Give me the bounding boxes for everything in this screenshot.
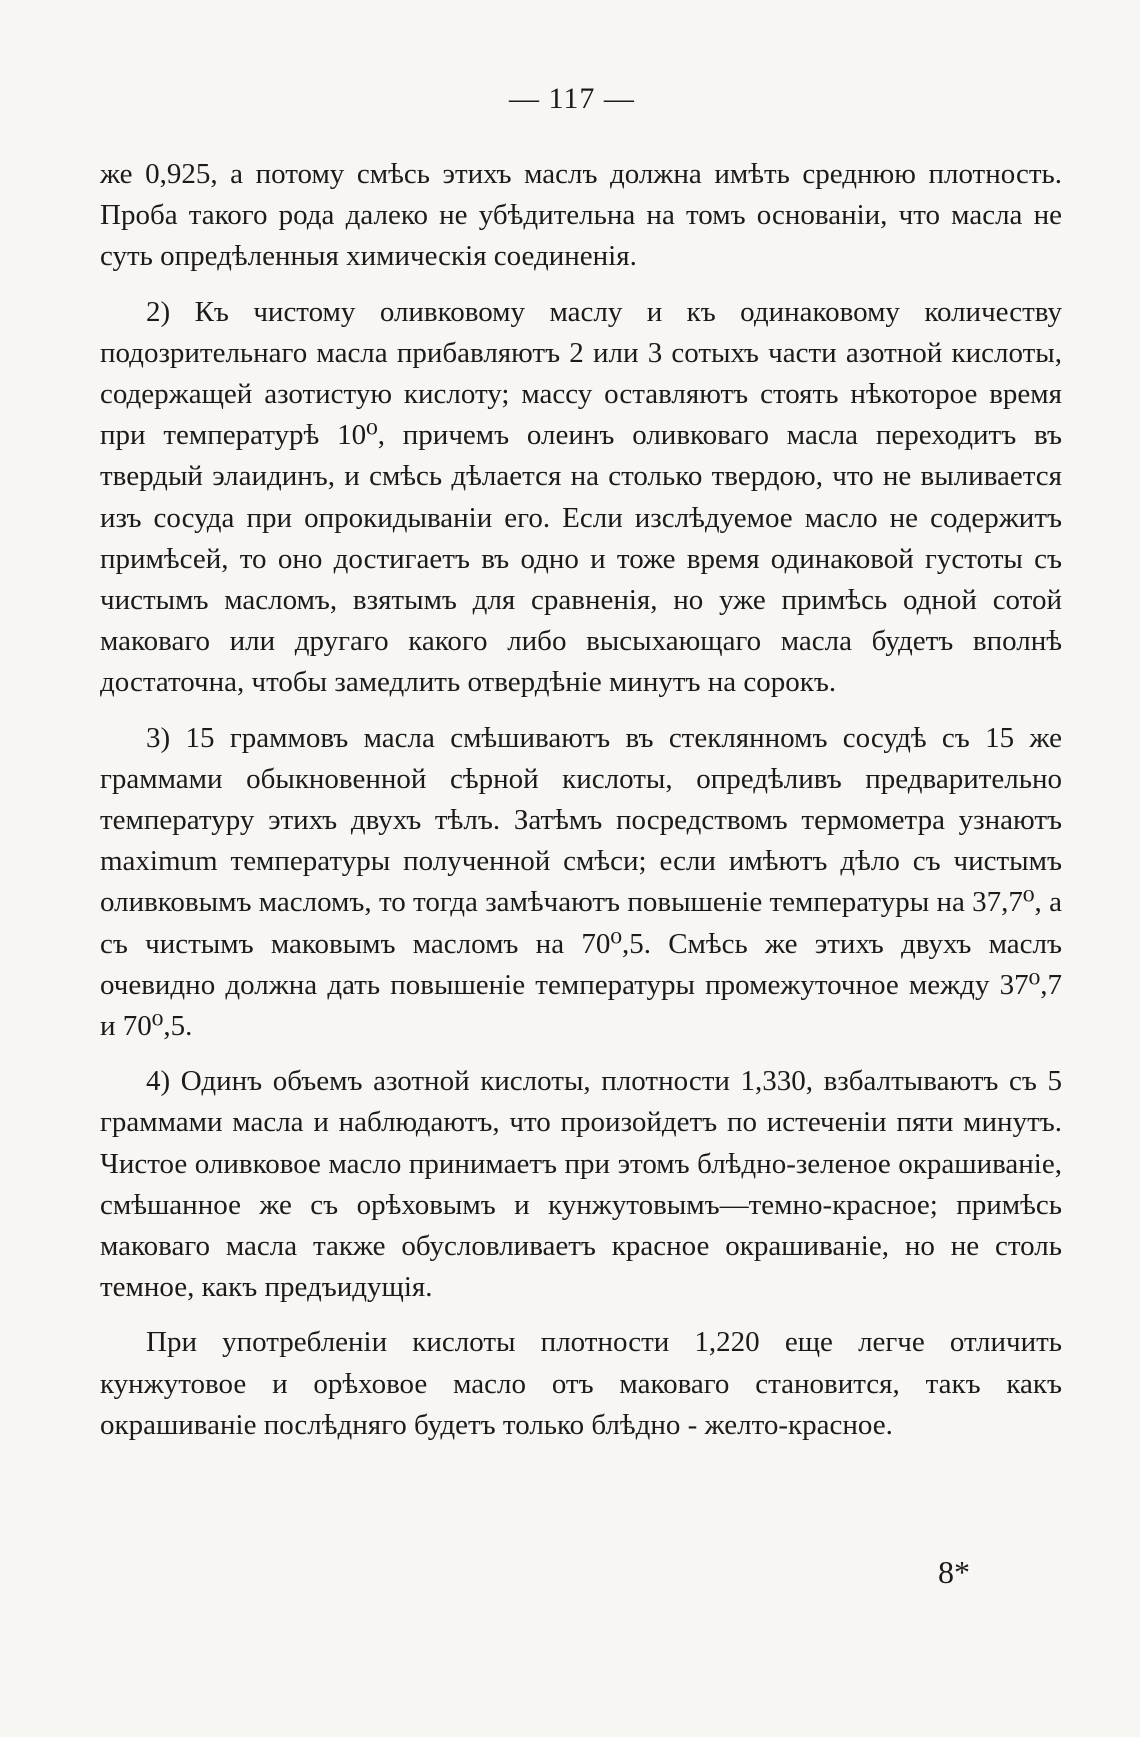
paragraph-method-2: 2) Къ чистому оливковому маслу и къ одинаковому количеству подозрительнаго масла прибавляютъ 2 или 3 сотыхъ части азотной кислоты, содержащей азотистую кислоту; массу оставляютъ стоять нѣкоторое время при температурѣ 10⁰, причемъ олеинъ оливковаго масла переходитъ въ твердый элаидинъ, и смѣсь дѣлается на столько твердою, что не выливается изъ сосуда при опрокидываніи его. Если изслѣдуемое масло не содержитъ примѣсей, то оно достигаетъ въ одно и тоже время одинаковой густоты съ чистымъ масломъ, взятымъ для сравненія, но уже примѣсь одной сотой маковаго или другаго какого либо высыхающаго масла будетъ вполнѣ достаточна, чтобы замедлить отвердѣніе минутъ на сорокъ. [100, 295, 1062, 699]
paragraph-method-4: 4) Одинъ объемъ азотной кислоты, плотности 1,330, взбалтываютъ съ 5 граммами масла и наблюдаютъ, что произойдетъ по истеченіи пяти минутъ. Чистое оливковое масло принимаетъ при этомъ блѣдно-зеленое окрашиваніе, смѣшанное же съ орѣховымъ и кунжутовымъ—темно-красное; примѣсь маковаго масла также обусловливаетъ красное окрашиваніе, но не столь темное, какъ предъидущія. [100, 1065, 1062, 1304]
paragraph-closing-note: При употребленіи кислоты плотности 1,220 еще легче отличить кунжутовое и орѣховое масло отъ маковаго становится, такъ какъ окрашиваніе послѣдняго будетъ только блѣдно - желто-красное. [100, 1326, 1062, 1441]
page-number: — 117 — [509, 82, 635, 115]
paragraph-method-3: 3) 15 граммовъ масла смѣшиваютъ въ стеклянномъ сосудѣ съ 15 же граммами обыкновенной сѣрной кислоты, опредѣливъ предварительно температуру этихъ двухъ тѣлъ. Затѣмъ посредствомъ термометра узнаютъ maximum температуры полученной смѣси; если имѣютъ дѣло съ чистымъ оливковымъ масломъ, то тогда замѣчаютъ повышеніе температуры на 37,7⁰, а съ чистымъ маковымъ масломъ на 70⁰,5. Смѣсь же этихъ двухъ маслъ очевидно должна дать повышеніе температуры промежуточное между 37⁰,7 и 70⁰,5. [100, 721, 1062, 1043]
signature-mark: 8* [938, 1554, 970, 1590]
paragraph-continuation: же 0,925, а потому смѣсь этихъ маслъ должна имѣть среднюю плотность. Проба такого рода далеко не убѣдительна на томъ основаніи, что масла не суть опредѣленныя химическія соединенія. [100, 158, 1062, 273]
